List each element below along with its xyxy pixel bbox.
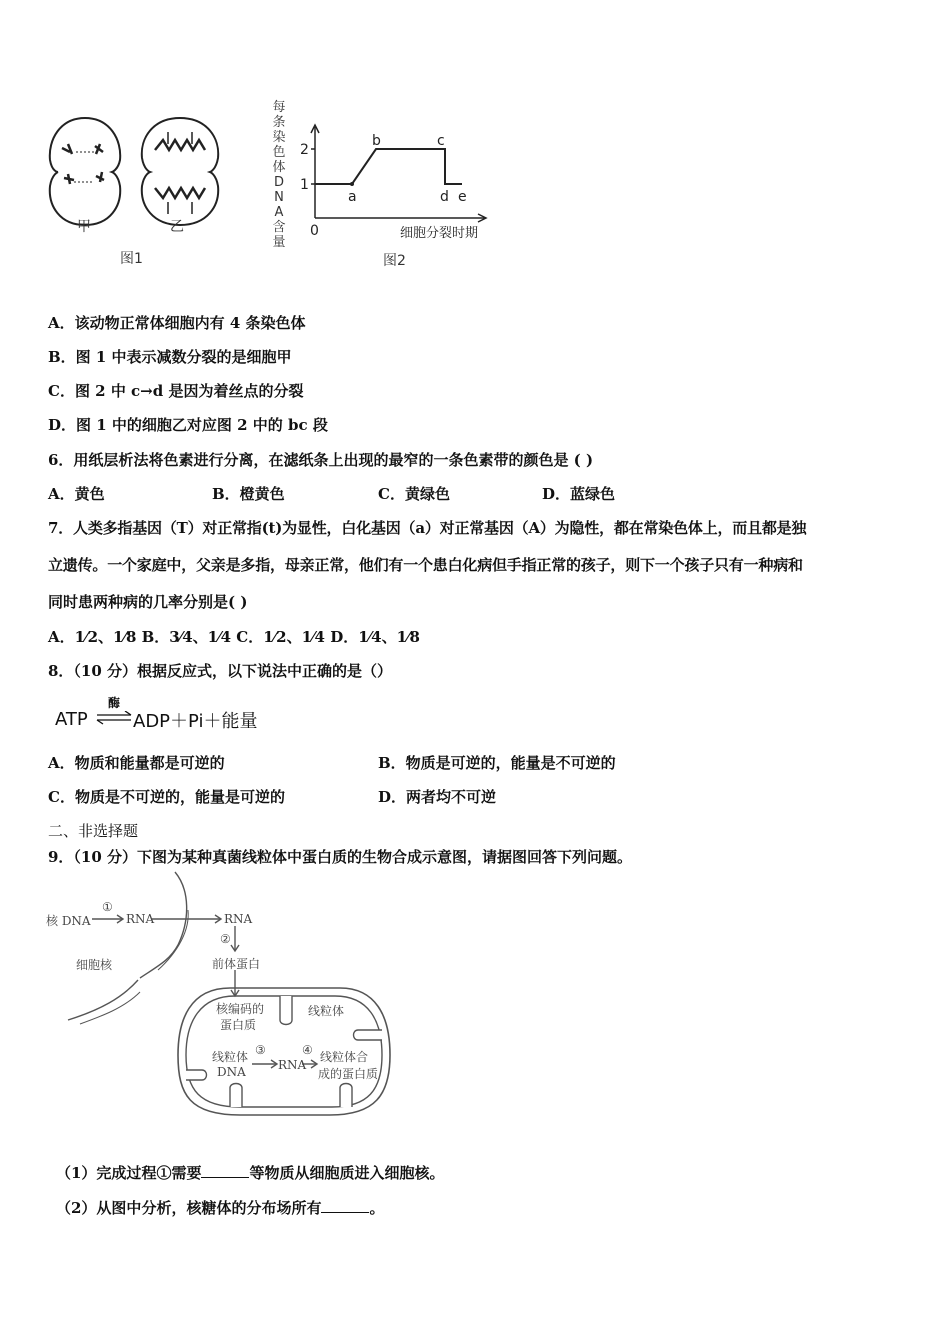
q7-options: A．1⁄2、1⁄8 B．3⁄4、1⁄4 C．1⁄2、1⁄4 D．1⁄4、1⁄8 <box>48 628 420 646</box>
dna-content-line <box>315 149 462 184</box>
q9-sub1-post: 等物质从细胞质进入细胞核。 <box>249 1164 445 1182</box>
label-mt-protein-1: 线粒体合 <box>320 1050 369 1064</box>
point-a-dot <box>350 182 354 186</box>
point-c: c <box>437 133 445 149</box>
q9-sub2-post: 。 <box>369 1199 385 1217</box>
point-b: b <box>372 133 381 149</box>
q6-stem: 6．用纸层析法将色素进行分离，在滤纸条上出现的最窄的一条色素带的颜色是 ( ) <box>48 451 594 469</box>
label-nuclear-encoded-1: 核编码的 <box>216 1002 265 1016</box>
q8-option-a: A．物质和能量都是可逆的 <box>48 754 225 772</box>
ytick-1: 1 <box>300 177 309 193</box>
figure2-ylabel: 每条染色体DNA含量 <box>272 100 286 250</box>
q9-sub2-pre: （2）从图中分析，核糖体的分布场所有 <box>56 1199 322 1217</box>
q6-option-c: C．黄绿色 <box>378 485 450 503</box>
section-heading: 二、非选择题 <box>48 822 139 840</box>
q5-option-a: A．该动物正常体细胞内有 4 条染色体 <box>48 314 306 332</box>
q5-option-d: D．图 1 中的细胞乙对应图 2 中的 bc 段 <box>48 416 328 434</box>
q9-sub1-pre: （1）完成过程①需要 <box>56 1164 202 1182</box>
point-a: a <box>348 189 357 205</box>
cell-label-jia: 甲 <box>77 219 91 235</box>
label-step2: ② <box>220 932 231 946</box>
q9-sub2-blank[interactable] <box>321 1198 369 1213</box>
label-mt-protein-2: 成的蛋白质 <box>318 1067 379 1081</box>
point-e: e <box>458 189 467 205</box>
label-nuclear-encoded-2: 蛋白质 <box>220 1018 257 1032</box>
q8-option-b: B．物质是可逆的，能量是不可逆的 <box>378 754 616 772</box>
q8-option-d: D．两者均不可逆 <box>378 788 497 806</box>
q9-sub1 <box>56 1162 444 1183</box>
q5-option-b: B．图 1 中表示减数分裂的是细胞甲 <box>48 348 292 366</box>
equation-right: ADP＋Pi＋能量 <box>133 711 258 732</box>
figure1-caption: 图1 <box>120 251 143 267</box>
figure1-cells <box>40 110 240 235</box>
figure2-caption: 图2 <box>383 253 406 269</box>
q8-stem: 8．（10 分）根据反应式，以下说法中正确的是（） <box>48 662 393 680</box>
figure2-xlabel: 细胞分裂时期 <box>400 226 479 241</box>
cell-yi <box>142 118 218 225</box>
cell-label-yi: 乙 <box>170 219 184 235</box>
q9-stem: 9．（10 分）下图为某种真菌线粒体中蛋白质的生物合成示意图，请据图回答下列问题。 <box>48 848 633 866</box>
equation-enzyme: 酶 <box>108 696 121 710</box>
q6-option-d: D．蓝绿色 <box>542 485 616 503</box>
q8-option-c: C．物质是不可逆的，能量是可逆的 <box>48 788 285 806</box>
label-mt-dna-1: 线粒体 <box>212 1050 249 1064</box>
q6-option-b: B．橙黄色 <box>212 485 285 503</box>
reversible-arrow-icon <box>95 711 133 725</box>
label-precursor: 前体蛋白 <box>212 957 261 971</box>
label-rna1: RNA <box>126 912 155 926</box>
label-mt-dna-2: DNA <box>217 1065 246 1079</box>
label-nucleus: 细胞核 <box>76 958 113 972</box>
q9-sub2 <box>56 1197 384 1218</box>
cell-jia <box>50 118 120 225</box>
label-step3: ③ <box>255 1043 266 1057</box>
q8-equation <box>55 694 295 734</box>
label-nuclear-dna: 核 DNA <box>46 914 91 928</box>
label-step1: ① <box>102 900 113 914</box>
equation-left: ATP <box>55 709 88 730</box>
q9-diagram <box>40 870 400 1130</box>
ytick-2: 2 <box>300 142 309 158</box>
figure2-chart <box>290 115 505 245</box>
label-mt-rna: RNA <box>278 1058 307 1072</box>
label-step4: ④ <box>302 1043 313 1057</box>
q5-option-c: C．图 2 中 c→d 是因为着丝点的分裂 <box>48 382 304 400</box>
q7-stem-line2: 立遗传。一个家庭中，父亲是多指，母亲正常，他们有一个患白化病但手指正常的孩子，则下一个孩子只有一种病和 <box>48 556 803 574</box>
q9-sub1-blank[interactable] <box>201 1163 249 1178</box>
q7-stem-line3: 同时患两种病的几率分别是( ) <box>48 593 248 611</box>
q7-stem-line1: 7．人类多指基因（T）对正常指(t)为显性，白化基因（a）对正常基因（A）为隐性，都在常染色体上，而且都是独 <box>48 519 807 537</box>
label-rna2: RNA <box>224 912 253 926</box>
label-mitochondrion: 线粒体 <box>308 1004 345 1018</box>
q6-option-a: A．黄色 <box>48 485 105 503</box>
point-d: d <box>440 189 449 205</box>
origin-label: 0 <box>310 223 319 239</box>
